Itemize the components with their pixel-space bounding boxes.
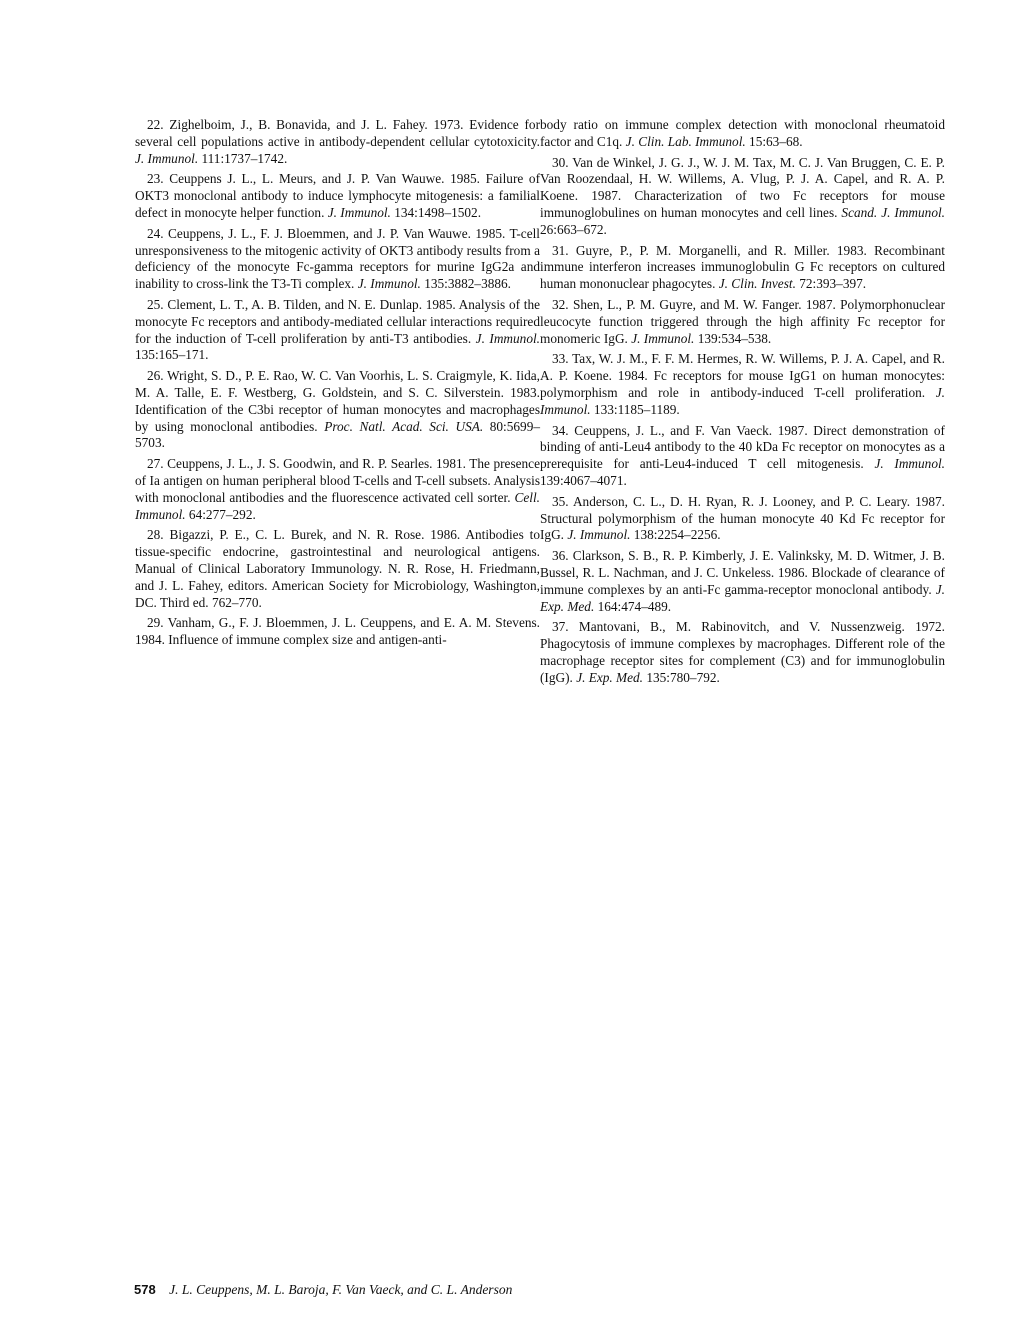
references-left-column: [135, 117, 540, 653]
running-authors: J. L. Ceuppens, M. L. Baroja, F. Van Vaeck, and C. L. Anderson: [169, 1282, 513, 1297]
reference-30: 30. Van de Winkel, J. G. J., W. J. M. Tax, M. C. J. Van Bruggen, C. E. P. Van Roozendaal, H. W. Willems, A. Vlug, P. J. A. Capel, and R. A. P. Koene. 1987. Characterization of two Fc receptors for mouse immunoglobulines on human monocytes and cell lines. Scand. J. Immunol. 26:663–672.: [540, 154, 945, 237]
reference-31: 31. Guyre, P., P. M. Morganelli, and R. Miller. 1983. Recombinant immune interferon increases immunoglobulin G Fc receptors on cultured human mononuclear phagocytes. J. Clin. Invest. 72:393–397.: [540, 242, 945, 292]
reference-25: 25. Clement, L. T., A. B. Tilden, and N. E. Dunlap. 1985. Analysis of the monocyte Fc receptors and antibody-mediated cellular interactions required for the induction of T-cell proliferation by anti-T3 antibodies. J. Immunol. 135:165–171.: [135, 296, 540, 363]
reference-29-continuation: body ratio on immune complex detection with monoclonal rheumatoid factor and C1q. J. Clin. Lab. Immunol. 15:63–68.: [540, 117, 945, 149]
reference-28: 28. Bigazzi, P. E., C. L. Burek, and N. R. Rose. 1986. Antibodies to tissue-specific endocrine, gastrointestinal and neurological antigens. Manual of Clinical Laboratory Immunology. N. R. Rose, H. Friedmann, and J. L. Fahey, editors. American Society for Microbiology, Washington, DC. Third ed. 762–770.: [135, 527, 541, 610]
reference-22: 22. Zighelboim, J., B. Bonavida, and J. L. Fahey. 1973. Evidence for several cell populations active in antibody-dependent cellular cytotoxicity. J. Immunol. 111:1737–1742.: [135, 117, 540, 166]
reference-37: 37. Mantovani, B., M. Rabinovitch, and V. Nussenzweig. 1972. Phagocytosis of immune complexes by macrophages. Different role of the macrophage receptor sites for complement (C3) and for immunoglobulin (IgG). J. Exp. Med. 135:780–792.: [540, 619, 945, 685]
references-right-column: [540, 117, 945, 691]
reference-36: 36. Clarkson, S. B., R. P. Kimberly, J. E. Valinksky, M. D. Witmer, J. B. Bussel, R. L. Nachman, and J. C. Unkeless. 1986. Blockade of clearance of immune complexes by an anti-Fc gamma-receptor monoclonal antibody. J. Exp. Med. 164:474–489.: [540, 548, 945, 614]
reference-29: 29. Vanham, G., F. J. Bloemmen, J. L. Ceuppens, and E. A. M. Stevens. 1984. Influence of immune complex size and antigen-anti-: [135, 615, 540, 648]
reference-27: 27. Ceuppens, J. L., J. S. Goodwin, and R. P. Searles. 1981. The presence of Ia antigen on human peripheral blood T-cells and T-cell subsets. Analysis with monoclonal antibodies and the fluorescence activated cell sorter. Cell. Immunol. 64:277–292.: [135, 456, 540, 522]
reference-26: 26. Wright, S. D., P. E. Rao, W. C. Van Voorhis, L. S. Craigmyle, K. Iida, M. A. Talle, E. F. Westberg, G. Goldstein, and S. C. Silverstein. 1983. Identification of the C3bi receptor of human monocytes and macrophages by using monoclonal antibodies. Proc. Natl. Acad. Sci. USA. 80:5699–5703.: [135, 368, 540, 451]
reference-23: 23. Ceuppens J. L., L. Meurs, and J. P. Van Wauwe. 1985. Failure of OKT3 monoclonal antibody to induce lymphocyte mitogenesis: a familial defect in monocyte helper function. J. Immunol. 134:1498–1502.: [135, 171, 540, 220]
reference-24: 24. Ceuppens, J. L., F. J. Bloemmen, and J. P. Van Wauwe. 1985. T-cell unresponsiveness to the mitogenic activity of OKT3 antibody results from a deficiency of the monocyte Fc-gamma receptors for murine IgG2a and inability to cross-link the T3-Ti complex. J. Immunol. 135:3882–3886.: [135, 225, 540, 292]
page-footer: [134, 1282, 512, 1298]
page-number: 578: [134, 1282, 156, 1297]
reference-32: 32. Shen, L., P. M. Guyre, and M. W. Fanger. 1987. Polymorphonuclear leucocyte function triggered through the high affinity Fc receptor for monomeric IgG. J. Immunol. 139:534–538.: [540, 296, 945, 346]
reference-33: 33. Tax, W. J. M., F. F. M. Hermes, R. W. Willems, P. J. A. Capel, and R. A. P. Koene. 1984. Fc receptors for mouse IgG1 on human monocytes: polymorphism and role in antibody-induced T-cell proliferation. J. Immunol. 133:1185–1189.: [540, 351, 945, 417]
reference-34: 34. Ceuppens, J. L., and F. Van Vaeck. 1987. Direct demonstration of binding of anti-Leu4 antibody to the 40 kDa Fc receptor on monocytes as a prerequisite for anti-Leu4-induced T cell mitogenesis. J. Immunol. 139:4067–4071.: [540, 422, 945, 488]
reference-35: 35. Anderson, C. L., D. H. Ryan, R. J. Looney, and P. C. Leary. 1987. Structural polymorphism of the human monocyte 40 Kd Fc receptor for IgG. J. Immunol. 138:2254–2256.: [540, 493, 945, 543]
